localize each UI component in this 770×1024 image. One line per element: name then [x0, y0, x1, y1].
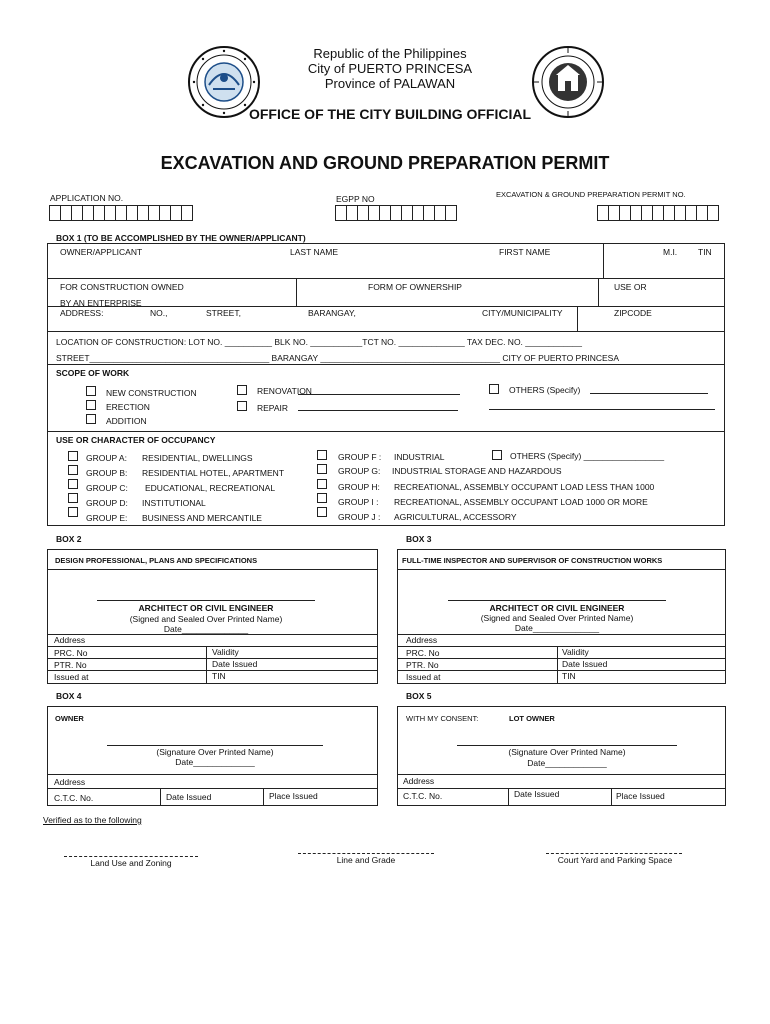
- box3-label: BOX 3: [406, 534, 432, 544]
- group-e-checkbox[interactable]: [68, 507, 78, 517]
- occupancy-others-label: OTHERS (Specify) _________________: [510, 451, 665, 461]
- group-c-checkbox[interactable]: [68, 479, 78, 489]
- header-province: Province of PALAWAN: [324, 76, 456, 91]
- renovation-label: RENOVATION: [257, 386, 312, 396]
- box2-date: Date______________: [163, 624, 249, 634]
- box5-label: BOX 5: [406, 691, 432, 701]
- box5-consent: WITH MY CONSENT:: [406, 714, 479, 723]
- group-d-code: GROUP D:: [86, 498, 128, 508]
- first-name-label: FIRST NAME: [499, 247, 551, 257]
- by-enterprise-label: BY AN ENTERPRISE: [60, 298, 142, 308]
- scope-others-checkbox[interactable]: [489, 384, 499, 394]
- box2-tin: TIN: [212, 671, 226, 681]
- header-republic: Republic of the Philippines: [313, 46, 467, 61]
- permit-no-field[interactable]: [598, 205, 719, 221]
- box2-ptr: PTR. No: [54, 660, 87, 670]
- address-label: ADDRESS:: [60, 308, 104, 318]
- group-a-checkbox[interactable]: [68, 451, 78, 461]
- repair-label: REPAIR: [257, 403, 289, 413]
- box3-prc: PRC. No: [406, 648, 440, 658]
- group-g-desc: INDUSTRIAL STORAGE AND HAZARDOUS: [392, 466, 562, 476]
- group-j-desc: AGRICULTURAL, ACCESSORY: [394, 512, 517, 522]
- location-street-line: STREET______________________________________ BARANGAY ______________________________________ CITY OF PUERTO PRINCESA: [56, 353, 620, 363]
- box4-ctc: C.T.C. No.: [54, 793, 94, 803]
- box3-date-issued: Date Issued: [562, 659, 608, 669]
- box2-label: BOX 2: [56, 534, 82, 544]
- group-i-code: GROUP I :: [338, 497, 379, 507]
- group-d-checkbox[interactable]: [68, 493, 78, 503]
- line-and-grade: Line and Grade: [336, 855, 396, 865]
- box3-issued-at: Issued at: [406, 672, 441, 682]
- land-use-zoning: Land Use and Zoning: [90, 858, 172, 868]
- box5-address: Address: [403, 776, 435, 786]
- box5-date: Date_____________: [527, 758, 607, 768]
- new-construction-label: NEW CONSTRUCTION: [106, 388, 197, 398]
- group-j-checkbox[interactable]: [317, 507, 327, 517]
- box3-tin: TIN: [562, 671, 576, 681]
- erection-label: ERECTION: [106, 402, 150, 412]
- form-of-ownership-label: FORM OF OWNERSHIP: [368, 282, 462, 292]
- group-a-code: GROUP A:: [86, 453, 127, 463]
- occupancy-heading: USE OR CHARACTER OF OCCUPANCY: [56, 435, 216, 445]
- application-no-field[interactable]: [50, 205, 193, 221]
- box4-date: Date_____________: [175, 757, 255, 767]
- box3-signer: ARCHITECT OR CIVIL ENGINEER: [489, 603, 625, 613]
- group-h-desc: RECREATIONAL, ASSEMBLY OCCUPANT LOAD LESS THAN 1000: [394, 482, 655, 492]
- box2-signed: (Signed and Sealed Over Printed Name): [129, 614, 283, 624]
- box5-lot-owner: LOT OWNER: [509, 714, 555, 723]
- permit-no-label: EXCAVATION & GROUND PREPARATION PERMIT NO.: [496, 190, 686, 199]
- box4-address: Address: [54, 777, 86, 787]
- box4-date-issued: Date Issued: [166, 792, 212, 802]
- tin-label: TIN: [698, 247, 712, 257]
- group-c-code: GROUP C:: [86, 483, 128, 493]
- box4-label: BOX 4: [56, 691, 82, 701]
- box2-date-issued: Date Issued: [212, 659, 258, 669]
- occupancy-others-checkbox[interactable]: [492, 450, 502, 460]
- box3-heading: FULL-TIME INSPECTOR AND SUPERVISOR OF CONSTRUCTION WORKS: [402, 556, 663, 565]
- group-i-desc: RECREATIONAL, ASSEMBLY OCCUPANT LOAD 1000 OR MORE: [394, 497, 648, 507]
- group-j-code: GROUP J :: [338, 512, 381, 522]
- group-b-desc: RESIDENTIAL HOTEL, APARTMENT: [142, 468, 285, 478]
- addition-checkbox[interactable]: [86, 414, 96, 424]
- box3-date: Date______________: [514, 623, 600, 633]
- box5-ctc: C.T.C. No.: [403, 791, 443, 801]
- application-no-label: APPLICATION NO.: [50, 193, 124, 203]
- address-city-label: CITY/MUNICIPALITY: [482, 308, 563, 318]
- renovation-checkbox[interactable]: [237, 385, 247, 395]
- box2-signer: ARCHITECT OR CIVIL ENGINEER: [138, 603, 274, 613]
- scope-heading: SCOPE OF WORK: [56, 368, 130, 378]
- scope-others-label: OTHERS (Specify): [509, 385, 581, 395]
- zipcode-label: ZIPCODE: [614, 308, 652, 318]
- box3-signed: (Signed and Sealed Over Printed Name): [480, 613, 634, 623]
- box5-signed: (Signature Over Printed Name): [508, 747, 626, 757]
- group-h-checkbox[interactable]: [317, 479, 327, 489]
- group-c-desc: EDUCATIONAL, RECREATIONAL: [145, 483, 276, 493]
- box2-validity: Validity: [212, 647, 239, 657]
- group-g-checkbox[interactable]: [317, 464, 327, 474]
- box2-address: Address: [54, 635, 86, 645]
- group-e-code: GROUP E:: [86, 513, 128, 523]
- egpp-no-label: EGPP NO: [336, 194, 375, 204]
- box3-validity: Validity: [562, 647, 589, 657]
- group-d-desc: INSTITUTIONAL: [142, 498, 206, 508]
- mi-label: M.I.: [663, 247, 678, 257]
- address-barangay-label: BARANGAY,: [308, 308, 356, 318]
- address-no-label: NO.,: [150, 308, 168, 318]
- box1-heading: BOX 1 (TO BE ACCOMPLISHED BY THE OWNER/APPLICANT): [56, 233, 306, 243]
- box2-heading: DESIGN PROFESSIONAL, PLANS AND SPECIFICATIONS: [55, 556, 258, 565]
- group-b-code: GROUP B:: [86, 468, 128, 478]
- box4-signed: (Signature Over Printed Name): [156, 747, 274, 757]
- owner-applicant-label: OWNER/APPLICANT: [60, 247, 143, 257]
- verified-heading: Verified as to the following: [43, 815, 142, 825]
- group-g-code: GROUP G:: [338, 466, 381, 476]
- box4-heading: OWNER: [55, 714, 84, 723]
- location-of-construction: LOCATION OF CONSTRUCTION: LOT NO. __________ BLK NO. ___________TCT NO. ______________ TAX DEC. NO. ____________: [56, 337, 583, 347]
- box5-place-issued: Place Issued: [616, 791, 665, 801]
- group-f-code: GROUP F :: [338, 452, 382, 462]
- new-construction-checkbox[interactable]: [86, 386, 96, 396]
- court-yard-parking: Court Yard and Parking Space: [557, 855, 673, 865]
- group-e-desc: BUSINESS AND MERCANTILE: [142, 513, 262, 523]
- addition-label: ADDITION: [106, 416, 147, 426]
- permit-title: EXCAVATION AND GROUND PREPARATION PERMIT: [160, 153, 610, 173]
- box3-ptr: PTR. No: [406, 660, 439, 670]
- box5-date-issued: Date Issued: [514, 789, 560, 799]
- group-b-checkbox[interactable]: [68, 465, 78, 475]
- box2-issued-at: Issued at: [54, 672, 89, 682]
- address-street-label: STREET,: [206, 308, 241, 318]
- header-city: City of PUERTO PRINCESA: [307, 61, 473, 76]
- egpp-no-field[interactable]: [336, 205, 457, 221]
- box4-place-issued: Place Issued: [269, 791, 318, 801]
- group-a-desc: RESIDENTIAL, DWELLINGS: [142, 453, 253, 463]
- box2-prc: PRC. No: [54, 648, 88, 658]
- for-construction-label: FOR CONSTRUCTION OWNED: [60, 282, 184, 292]
- group-h-code: GROUP H:: [338, 482, 380, 492]
- last-name-label: LAST NAME: [290, 247, 339, 257]
- office-title: OFFICE OF THE CITY BUILDING OFFICIAL: [248, 106, 532, 122]
- erection-checkbox[interactable]: [86, 400, 96, 410]
- group-i-checkbox[interactable]: [317, 493, 327, 503]
- repair-checkbox[interactable]: [237, 401, 247, 411]
- use-or-label: USE OR: [614, 282, 647, 292]
- group-f-checkbox[interactable]: [317, 450, 327, 460]
- group-f-desc: INDUSTRIAL: [394, 452, 445, 462]
- box3-address: Address: [406, 635, 438, 645]
